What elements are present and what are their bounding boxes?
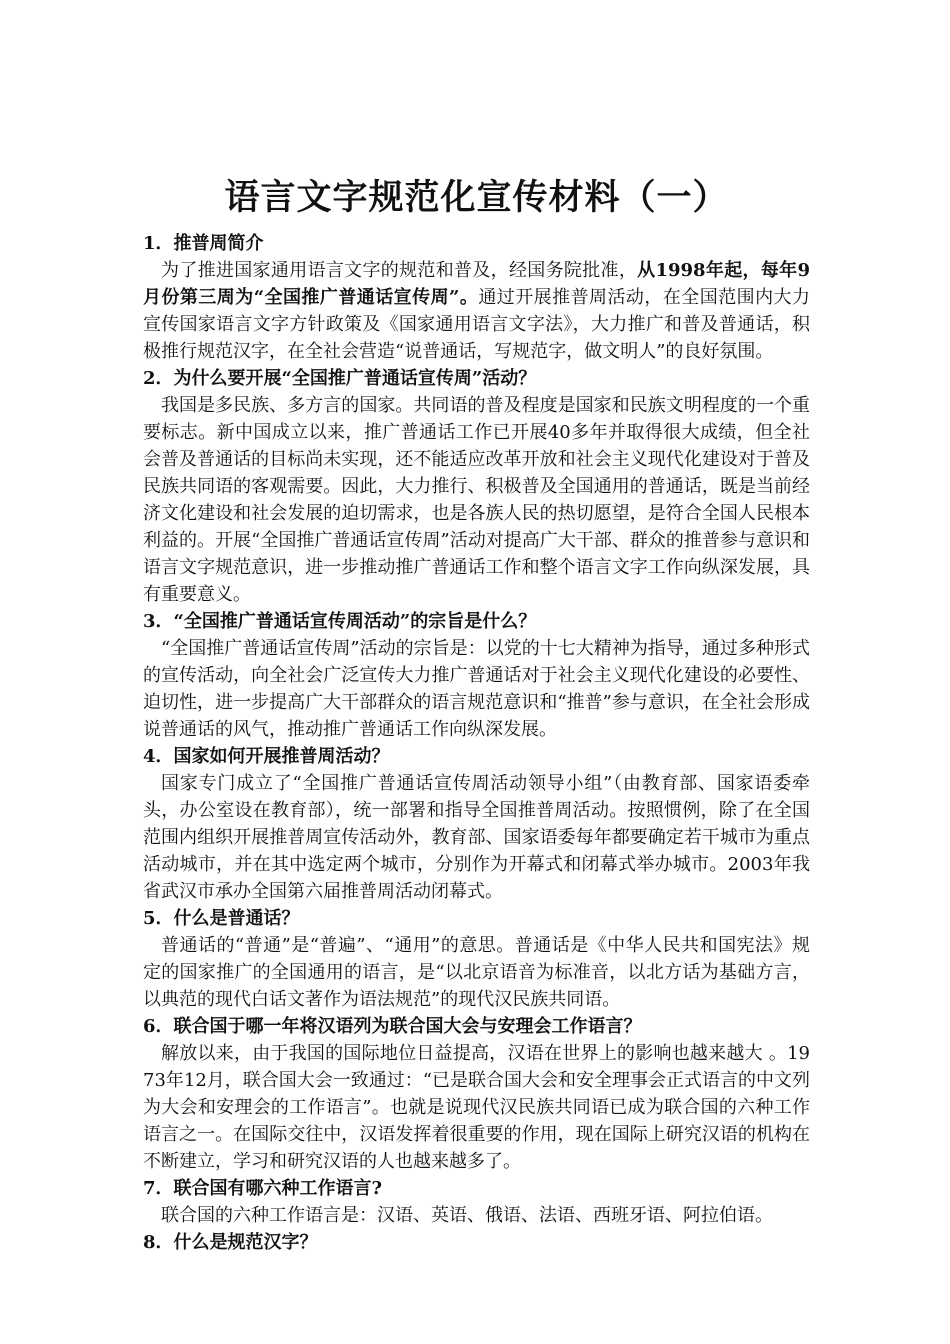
section-paragraph — [143, 635, 810, 743]
section-paragraph — [143, 1040, 810, 1175]
paragraph-text: “全国推广普通话宣传周”活动的宗旨是：以党的十七大精神为指导，通过多种形式的宣传活动，向全社会广泛宣传大力推广普通话对于社会主义现代化建设的必要性、迫切性，进一步提高广大干部群众的语言规范意识和“推普”参与意识，在全社会形成说普通话的风气，推动推广普通话工作向纵深发展。 — [143, 638, 810, 740]
document-page — [143, 172, 810, 1256]
document-title: 语言文字规范化宣传材料（一） — [224, 177, 729, 218]
section-paragraph — [143, 392, 810, 608]
section-heading: 6．联合国于哪一年将汉语列为联合国大会与安理会工作语言？ — [143, 1016, 642, 1037]
section-1 — [143, 230, 810, 365]
paragraph-text: 我国是多民族、多方言的国家。共同语的普及程度是国家和民族文明程度的一个重要标志。新中国成立以来，推广普通话工作已开展40多年并取得很大成绩，但全社会普及普通话的目标尚未实现，还不能适应改革开放和社会主义现代化建设对于普及民族共同语的客观需要。因此，大力推行、积极普及全国通用的普通话，既是当前经济文化建设和社会发展的迫切需求，也是各族人民的热切愿望，是符合全国人民根本利益的。开展“全国推广普通话宣传周”活动对提高广大干部、群众的推普参与意识和语言文字规范意识，进一步推动推广普通话工作和整个语言文字工作向纵深发展，具有重要意义。 — [143, 395, 810, 605]
section-paragraph — [143, 1202, 810, 1229]
paragraph-bold-text: 从1998年起，每年9月份第三周为“全国推广普通话宣传周”。 — [143, 260, 810, 308]
section-2 — [143, 365, 810, 608]
section-paragraph — [143, 770, 810, 905]
paragraph-text: 普通话的“普通”是“普遍”、“通用”的意思。普通话是《中华人民共和国宪法》规定的国家推广的全国通用的语言，是“以北京语音为标准音，以北方话为基础方言，以典范的现代白话文著作为语法规范”的现代汉民族共同语。 — [143, 935, 810, 1010]
paragraph-text: 联合国的六种工作语言是：汉语、英语、俄语、法语、西班牙语、阿拉伯语。 — [161, 1205, 773, 1226]
section-6 — [143, 1013, 810, 1175]
section-4 — [143, 743, 810, 905]
section-heading: 7．联合国有哪六种工作语言? — [143, 1178, 383, 1199]
section-heading: 5．什么是普通话？ — [143, 908, 300, 929]
paragraph-text: 国家专门成立了“全国推广普通话宣传周活动领导小组”（由教育部、国家语委牵头，办公室设在教育部），统一部署和指导全国推普周活动。按照惯例，除了在全国范围内组织开展推普周宣传活动外，教育部、国家语委每年都要确定若干城市为重点活动城市，并在其中选定两个城市，分别作为开幕式和闭幕式举办城市。2003年我省武汉市承办全国第六届推普周活动闭幕式。 — [143, 773, 810, 902]
paragraph-text: 通过开展推普周活动，在全国范围内大力宣传国家语言文字方针政策及《国家通用语言文字法》，大力推广和普及普通话，积极推行规范汉字，在全社会营造“说普通话，写规范字，做文明人”的良好氛围。 — [143, 287, 810, 362]
section-heading: 1．推普周简介 — [143, 233, 264, 254]
section-heading: 2．为什么要开展“全国推广普通话宣传周”活动？ — [143, 368, 537, 389]
paragraph-text: 解放以来，由于我国的国际地位日益提高，汉语在世界上的影响也越来越大 。1973年12月，联合国大会一致通过：“已是联合国大会和安全理事会正式语言的中文列为大会和安理会的工作语言”。也就是说现代汉民族共同语已成为联合国的六种工作语言之一。在国际交往中，汉语发挥着很重要的作用，现在国际上研究汉语的机构在不断建立，学习和研究汉语的人也越来越多了。 — [143, 1043, 811, 1172]
section-3 — [143, 608, 810, 743]
section-8 — [143, 1229, 810, 1256]
section-heading: 3．“全国推广普通话宣传周活动”的宗旨是什么？ — [143, 611, 537, 632]
section-paragraph — [143, 257, 810, 365]
section-heading: 8．什么是规范汉字？ — [143, 1232, 318, 1253]
paragraph-text: 为了推进国家通用语言文字的规范和普及，经国务院批准， — [161, 260, 638, 281]
section-7 — [143, 1175, 810, 1229]
section-paragraph — [143, 932, 810, 1013]
section-5 — [143, 905, 810, 1013]
section-heading: 4．国家如何开展推普周活动？ — [143, 746, 390, 767]
